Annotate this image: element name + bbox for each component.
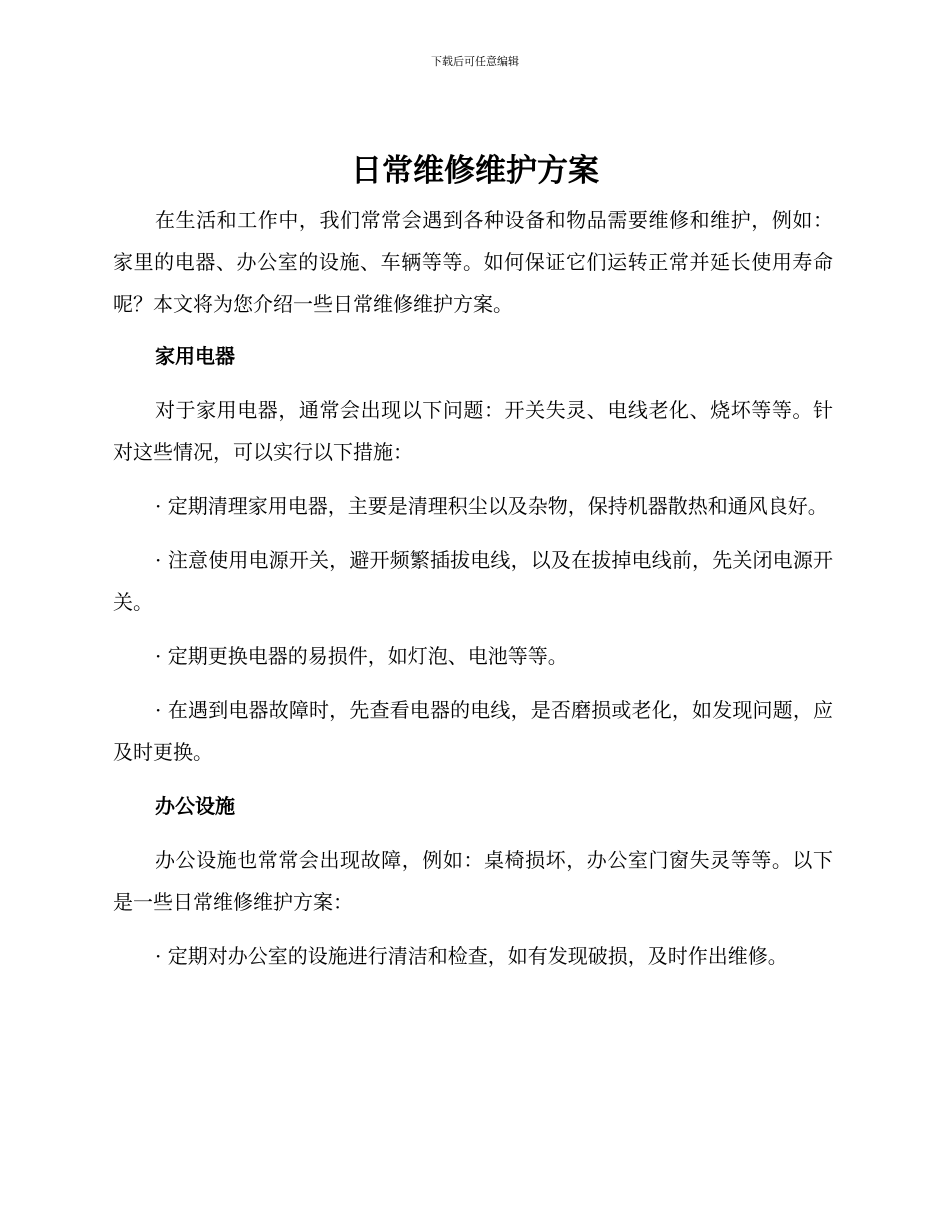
section-heading: 家用电器 <box>155 344 235 368</box>
section-paragraph: 办公设施也常常会出现故障，例如：桌椅损坏，办公室门窗失灵等等。以下是一些日常维修维护方案： <box>113 848 833 914</box>
header-note: 下载后可任意编辑 <box>431 55 519 68</box>
intro-paragraph: 在生活和工作中，我们常常会遇到各种设备和物品需要维修和维护，例如：家里的电器、办公室的设施、车辆等等。如何保证它们运转正常并延长使用寿命呢？本文将为您介绍一些日常维修维护方案。 <box>113 208 833 316</box>
bullet-item: · 定期更换电器的易损件，如灯泡、电池等等。 <box>155 644 568 668</box>
bullet-item: · 定期对办公室的设施进行清洁和检查，如有发现破损，及时作出维修。 <box>155 944 788 968</box>
bullet-item: · 在遇到电器故障时，先查看电器的电线，是否磨损或老化，如发现问题，应及时更换。 <box>113 698 833 764</box>
section-paragraph: 对于家用电器，通常会出现以下问题：开关失灵、电线老化、烧坏等等。针对这些情况，可以实行以下措施： <box>113 398 833 464</box>
bullet-item: · 注意使用电源开关，避开频繁插拔电线，以及在拔掉电线前，先关闭电源开关。 <box>113 548 833 614</box>
document-title: 日常维修维护方案 <box>351 153 599 189</box>
document-body <box>113 199 833 989</box>
section-heading: 办公设施 <box>155 794 235 818</box>
section-household-appliances <box>113 335 833 773</box>
section-office-facilities <box>113 785 833 977</box>
bullet-item: · 定期清理家用电器，主要是清理积尘以及杂物，保持机器散热和通风良好。 <box>155 494 828 518</box>
